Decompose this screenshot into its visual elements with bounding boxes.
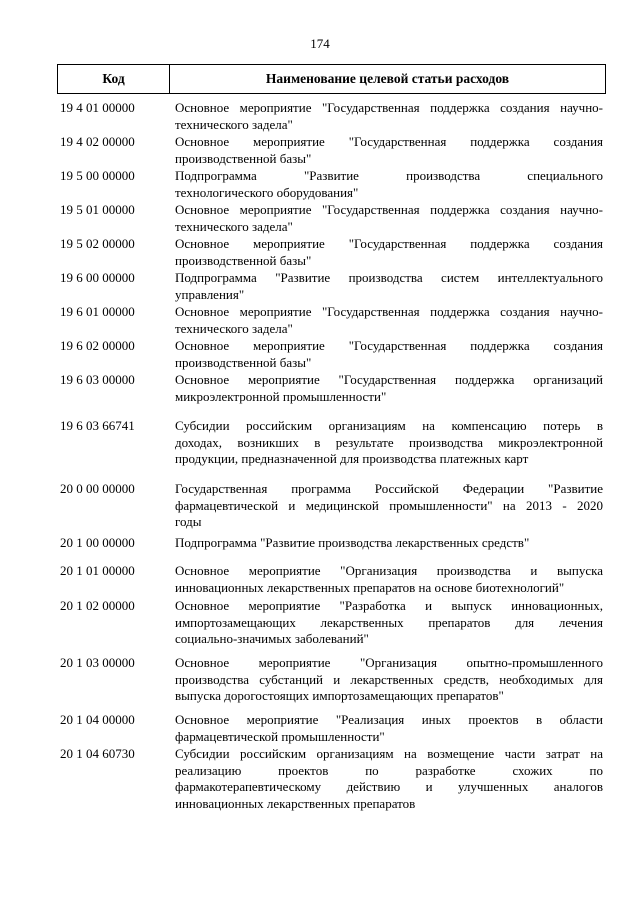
row-code: 19 4 02 00000 [60, 134, 135, 149]
description-line: Основное мероприятие "Государственная поддержка создания научно- [175, 202, 603, 217]
description-line: Субсидии российским организациям на компенсацию потерь в [175, 418, 603, 433]
row-description [175, 563, 603, 596]
row-code: 20 1 03 00000 [60, 655, 135, 670]
description-line: Основное мероприятие "Государственная поддержка создания [175, 236, 603, 251]
description-line: Субсидии российским организациям на возмещение части затрат на [175, 746, 603, 761]
row-description [175, 481, 603, 531]
row-description [175, 418, 603, 468]
description-line: фармацевтической промышленности" [175, 728, 385, 744]
row-description [175, 338, 603, 371]
description-line: производственной базы" [175, 354, 312, 370]
description-line: Основное мероприятие "Государственная поддержка создания [175, 134, 603, 149]
row-description [175, 304, 603, 337]
row-description [175, 236, 603, 269]
row-description [175, 134, 603, 167]
row-code: 20 1 00 00000 [60, 535, 135, 550]
row-code: 19 4 01 00000 [60, 100, 135, 115]
row-code: 20 1 04 60730 [60, 746, 135, 761]
row-description [175, 202, 603, 235]
description-line: Основное мероприятие "Государственная поддержка создания [175, 338, 603, 353]
description-line: Подпрограмма "Развитие производства систем интеллектуального [175, 270, 603, 285]
description-line: Подпрограмма "Развитие производства лекарственных средств" [175, 535, 530, 550]
description-line: Основное мероприятие "Государственная поддержка организаций [175, 372, 603, 387]
description-line: Основное мероприятие "Государственная поддержка создания научно- [175, 304, 603, 319]
description-line: Основное мероприятие "Государственная поддержка создания научно- [175, 100, 603, 115]
row-code: 19 5 00 00000 [60, 168, 135, 183]
description-line: микроэлектронной промышленности" [175, 388, 387, 404]
description-line: технологического оборудования" [175, 184, 359, 200]
description-line: технического задела" [175, 116, 293, 132]
row-code: 19 6 00 00000 [60, 270, 135, 285]
row-code: 20 1 04 00000 [60, 712, 135, 727]
description-line: инновационных лекарственных препаратов [175, 795, 416, 811]
page-number: 174 [310, 36, 330, 51]
row-description [175, 535, 603, 552]
row-code: 20 1 02 00000 [60, 598, 135, 613]
row-description [175, 746, 603, 812]
row-code: 20 0 00 00000 [60, 481, 135, 496]
description-line: Основное мероприятие "Разработка и выпуск инновационных, [175, 598, 603, 613]
row-description [175, 100, 603, 133]
description-line: фармацевтической и медицинской промышленности" на 2013 - 2020 [175, 497, 603, 513]
description-line: Основное мероприятие "Организация опытно-промышленного [175, 655, 603, 670]
description-line: годы [175, 514, 202, 529]
description-line: реализацию проектов по разработке схожих по [175, 762, 603, 778]
description-line: продукции, предназначенной для производства платежных карт [175, 451, 529, 466]
row-description [175, 655, 603, 705]
description-line: доходах, возникших в результате производства микроэлектронной [175, 434, 603, 450]
description-line: выпуска дорогостоящих импортозамещающих препаратов" [175, 688, 504, 703]
row-code: 20 1 01 00000 [60, 563, 135, 578]
description-line: технического задела" [175, 218, 293, 234]
description-line: Подпрограмма "Развитие производства специального [175, 168, 603, 183]
description-line: производственной базы" [175, 252, 312, 268]
description-line: социально-значимых заболеваний" [175, 631, 369, 646]
description-line: фармакотерапевтическому действию и улучшенных аналогов [175, 779, 603, 794]
description-line: технического задела" [175, 320, 293, 336]
row-code: 19 6 02 00000 [60, 338, 135, 353]
row-description [175, 372, 603, 405]
column-header-code: Код [58, 65, 170, 93]
description-line: управления" [175, 286, 245, 302]
description-line: импортозамещающих лекарственных препаратов для лечения [175, 614, 603, 630]
description-line: инновационных лекарственных препаратов на основе биотехнологий" [175, 579, 565, 595]
description-line: Государственная программа Российской Федерации "Развитие [175, 481, 603, 496]
description-line: производственной базы" [175, 150, 312, 166]
description-line: производства субстанций и лекарственных средств, необходимых для [175, 671, 603, 687]
row-code: 19 6 01 00000 [60, 304, 135, 319]
row-description [175, 168, 603, 201]
row-description [175, 598, 603, 648]
row-code: 19 6 03 66741 [60, 418, 135, 433]
description-line: Основное мероприятие "Организация производства и выпуска [175, 563, 603, 578]
row-code: 19 6 03 00000 [60, 372, 135, 387]
row-description [175, 712, 603, 745]
row-code: 19 5 01 00000 [60, 202, 135, 217]
row-code: 19 5 02 00000 [60, 236, 135, 251]
column-header-name: Наименование целевой статьи расходов [265, 71, 510, 86]
row-description [175, 270, 603, 303]
description-line: Основное мероприятие "Реализация иных проектов в области [175, 712, 603, 727]
